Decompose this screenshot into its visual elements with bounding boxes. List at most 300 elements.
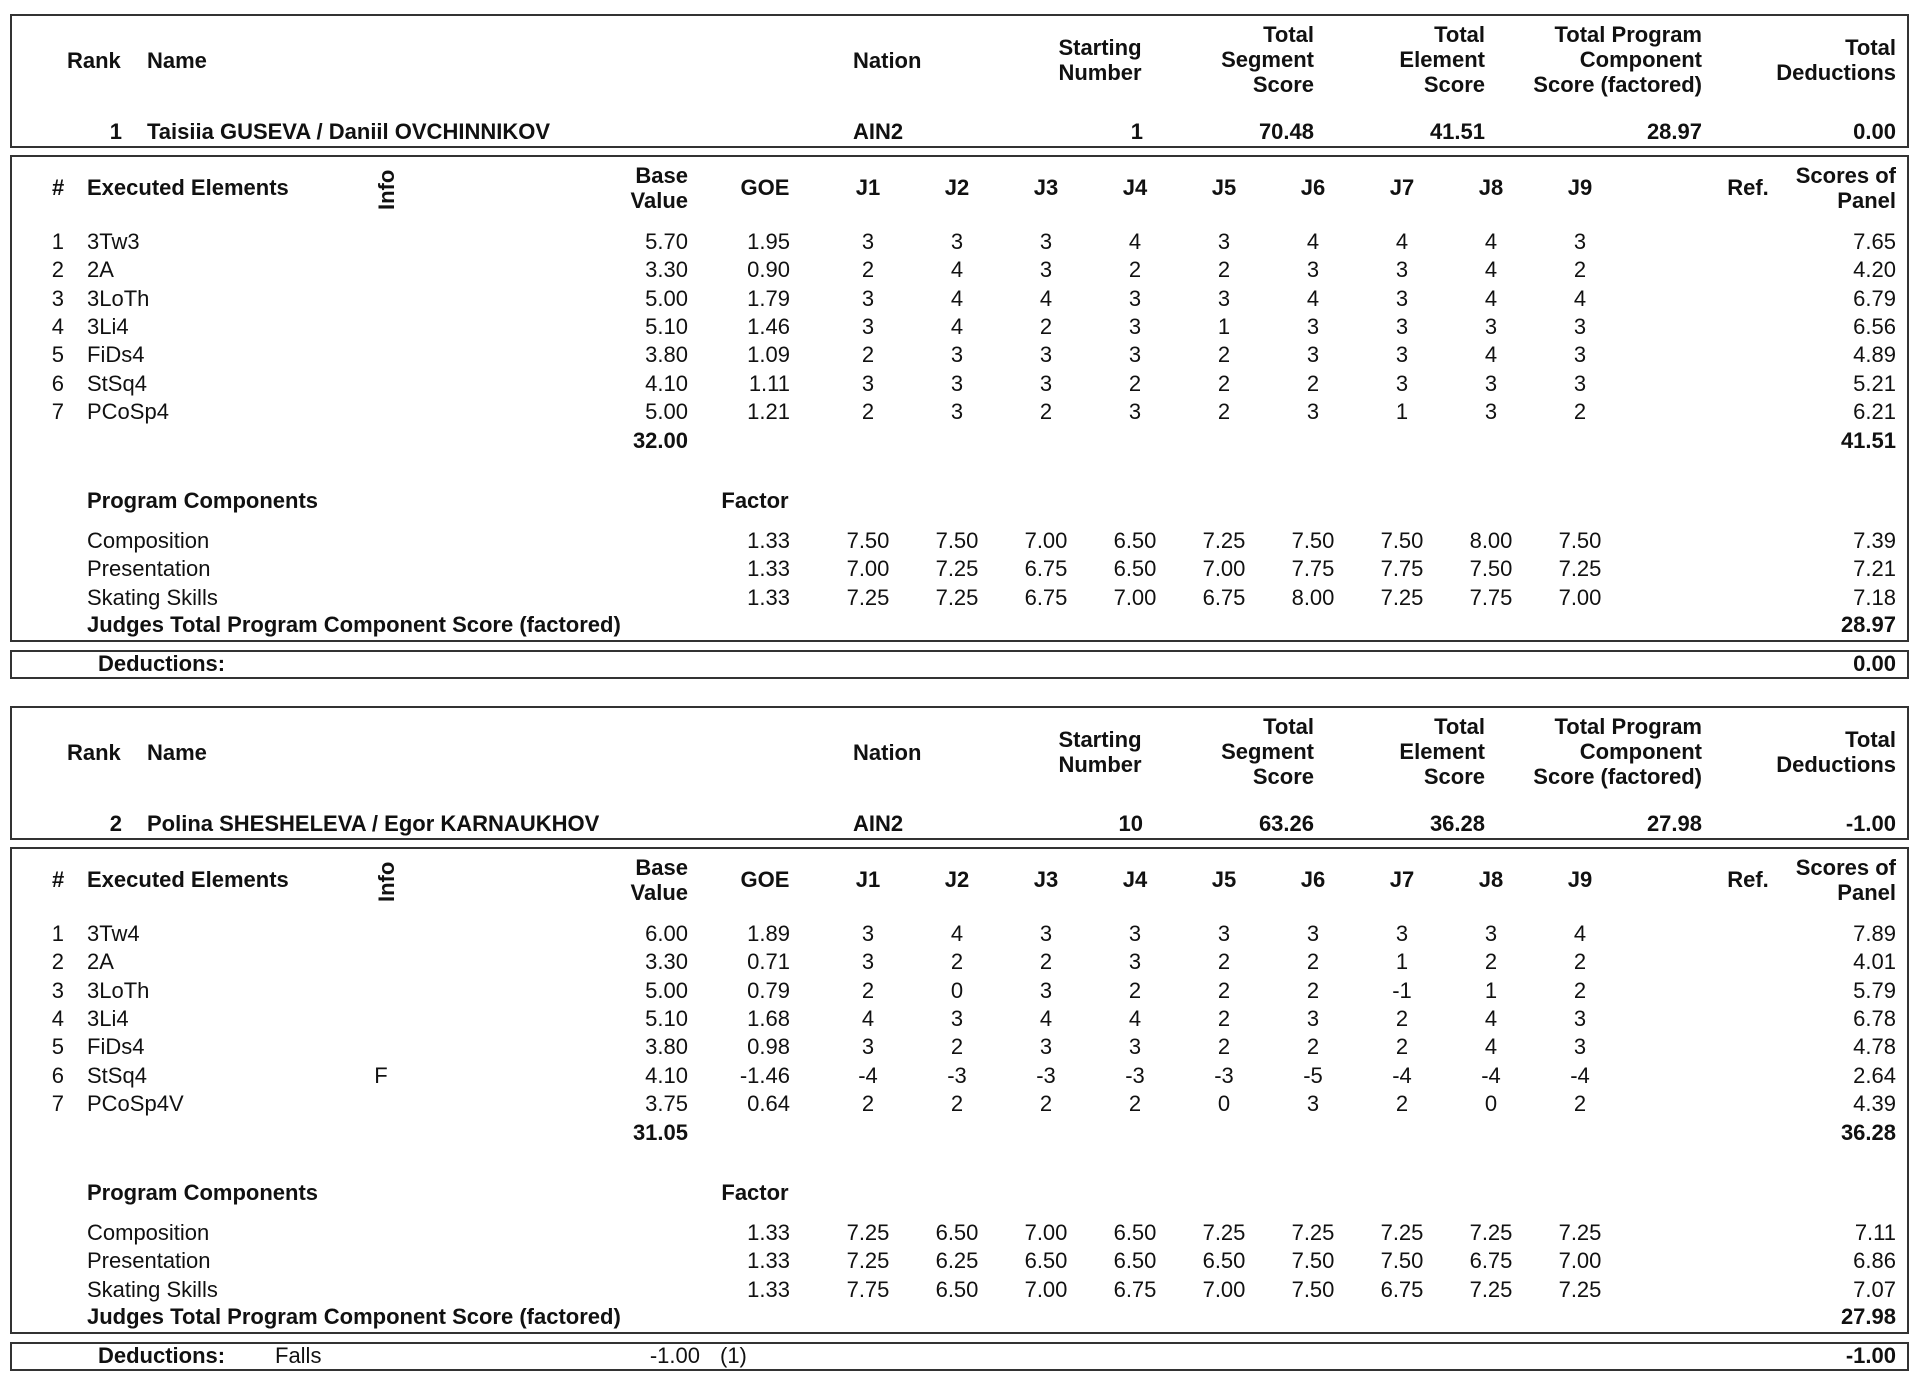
element-judge-j7: -1 (1392, 977, 1412, 1003)
element-number: 3 (51, 977, 64, 1003)
component-score: 7.18 (1853, 584, 1896, 610)
element-base-value: 4.10 (645, 370, 688, 396)
component-name: Presentation (87, 1248, 211, 1274)
component-judge-j1: 7.25 (846, 584, 890, 610)
info-header: Info (374, 861, 399, 902)
element-judge-j3: 4 (1039, 285, 1053, 311)
judge-header-j4: J4 (1122, 867, 1148, 892)
element-judge-j7: 2 (1395, 1090, 1409, 1116)
deductions-label: Deductions: (98, 651, 226, 676)
component-judge-j6: 7.50 (1291, 528, 1335, 553)
judge-header-j4: J4 (1122, 175, 1148, 200)
element-judge-j4: 3 (1128, 398, 1142, 424)
component-judge-j9: 7.25 (1558, 1276, 1602, 1302)
element-judge-j2: 2 (950, 1034, 964, 1060)
component-judge-j4: 6.50 (1113, 556, 1157, 582)
element-judge-j8: 4 (1484, 1005, 1498, 1031)
element-base-value: 3.80 (645, 342, 688, 368)
scores-of-panel-header: Scores of (1795, 855, 1896, 880)
scores-of-panel-header: Panel (1837, 880, 1896, 905)
element-goe: 0.90 (747, 257, 790, 283)
judge-header-j8: J8 (1478, 175, 1504, 200)
element-judge-j9: 2 (1573, 949, 1587, 975)
skater-rank: 2 (109, 811, 122, 836)
element-judge-j4: 2 (1128, 1090, 1142, 1116)
element-judge-j9: 3 (1573, 229, 1587, 254)
component-judge-j9: 7.25 (1558, 556, 1602, 582)
element-goe: 1.46 (747, 313, 790, 339)
judge-header-j3: J3 (1033, 867, 1059, 892)
element-judge-j1: -4 (858, 1062, 878, 1088)
element-number: 5 (51, 342, 64, 368)
component-judge-j5: 7.00 (1202, 556, 1246, 582)
element-judge-j7: 2 (1395, 1005, 1409, 1031)
component-judge-j1: 7.00 (846, 556, 890, 582)
scores-of-panel-header: Panel (1837, 188, 1896, 213)
element-score: 6.79 (1853, 285, 1896, 311)
element-judge-j5: 3 (1217, 229, 1231, 254)
judges-total-pcs-label: Judges Total Program Component Score (factored) (87, 612, 621, 637)
judge-header-j8: J8 (1478, 867, 1504, 892)
tes-header: Score (1423, 764, 1485, 789)
element-judge-j1: 3 (861, 921, 875, 946)
element-judge-j1: 2 (861, 977, 875, 1003)
component-judge-j9: 7.00 (1558, 584, 1602, 610)
element-judge-j4: 3 (1128, 342, 1142, 368)
element-judge-j1: 2 (861, 398, 875, 424)
base-value-total: 31.05 (632, 1120, 688, 1145)
component-judge-j9: 7.25 (1558, 1220, 1602, 1245)
element-name: 3LoTh (87, 977, 150, 1003)
element-score: 6.21 (1853, 398, 1896, 424)
element-judge-j7: 3 (1395, 313, 1409, 339)
skater-deductions: -1.00 (1845, 811, 1896, 836)
skater-tes: 41.51 (1429, 119, 1485, 144)
skater-tes: 36.28 (1429, 811, 1485, 836)
judge-header-j3: J3 (1033, 175, 1059, 200)
element-judge-j5: 2 (1217, 398, 1231, 424)
element-judge-j6: 3 (1306, 398, 1320, 424)
deductions-header: Deductions (1776, 60, 1896, 85)
element-judge-j6: 3 (1306, 1005, 1320, 1031)
component-judge-j1: 7.25 (846, 1248, 890, 1274)
elements-header: Executed Elements (87, 175, 289, 200)
judge-header-j5: J5 (1211, 175, 1237, 200)
component-judge-j7: 7.75 (1380, 556, 1424, 582)
element-judge-j2: 4 (950, 285, 964, 311)
skater-starting-number: 1 (1130, 119, 1143, 144)
element-judge-j4: 4 (1128, 1005, 1142, 1031)
starting-number-header: Number (1058, 752, 1142, 777)
element-judge-j4: 2 (1128, 370, 1142, 396)
component-factor: 1.33 (747, 1248, 790, 1274)
element-judge-j2: -3 (947, 1062, 967, 1088)
element-base-value: 5.00 (645, 285, 688, 311)
component-judge-j9: 7.00 (1558, 1248, 1602, 1274)
element-judge-j8: -4 (1481, 1062, 1501, 1088)
element-base-value: 5.10 (645, 313, 688, 339)
element-number: 2 (51, 257, 64, 283)
component-judge-j3: 7.00 (1024, 528, 1068, 553)
element-judge-j5: 2 (1217, 1034, 1231, 1060)
element-score: 6.56 (1853, 313, 1896, 339)
element-judge-j4: -3 (1125, 1062, 1145, 1088)
skater-rank: 1 (109, 119, 122, 144)
element-base-value: 4.10 (645, 1062, 688, 1088)
element-judge-j7: 1 (1395, 398, 1409, 424)
tes-header: Element (1399, 739, 1485, 764)
component-judge-j6: 8.00 (1291, 584, 1335, 610)
component-judge-j3: 7.00 (1024, 1220, 1068, 1245)
component-judge-j4: 6.50 (1113, 1248, 1157, 1274)
judge-header-j1: J1 (855, 175, 881, 200)
element-judge-j4: 3 (1128, 285, 1142, 311)
nation-header: Nation (853, 740, 922, 765)
pcs-header: Score (factored) (1533, 764, 1702, 789)
pcs-header: Total Program (1554, 714, 1702, 739)
element-goe: 1.09 (747, 342, 790, 368)
pcs-header: Score (factored) (1533, 72, 1702, 97)
element-score: 6.78 (1853, 1005, 1896, 1031)
element-judge-j1: 3 (861, 949, 875, 975)
element-judge-j6: 3 (1306, 342, 1320, 368)
deductions-header: Total (1845, 35, 1896, 60)
element-name: FiDs4 (87, 342, 145, 368)
element-name: FiDs4 (87, 1034, 145, 1060)
judge-header-j5: J5 (1211, 867, 1237, 892)
element-judge-j4: 3 (1128, 313, 1142, 339)
element-score: 5.79 (1853, 977, 1896, 1003)
element-score: 7.65 (1853, 229, 1896, 254)
element-judge-j1: 3 (861, 285, 875, 311)
component-judge-j5: 7.25 (1202, 1220, 1246, 1245)
starting-number-header: Starting (1058, 35, 1142, 60)
component-factor: 1.33 (747, 1220, 790, 1245)
factor-header: Factor (721, 488, 789, 513)
num-header: # (52, 867, 65, 892)
element-score: 5.21 (1853, 370, 1896, 396)
element-judge-j5: 2 (1217, 257, 1231, 283)
element-judge-j1: 2 (861, 342, 875, 368)
element-number: 4 (51, 313, 64, 339)
judge-header-j2: J2 (944, 867, 970, 892)
element-name: PCoSp4V (87, 1090, 184, 1116)
judge-header-j7: J7 (1389, 175, 1415, 200)
component-judge-j2: 6.25 (935, 1248, 979, 1274)
component-judge-j3: 6.75 (1024, 556, 1068, 582)
base-value-header: Value (630, 880, 688, 905)
element-judge-j8: 3 (1484, 313, 1498, 339)
element-judge-j4: 3 (1128, 949, 1142, 975)
element-judge-j9: 3 (1573, 370, 1587, 396)
judges-total-pcs-label: Judges Total Program Component Score (factored) (87, 1304, 621, 1329)
component-judge-j1: 7.25 (846, 1220, 890, 1245)
element-judge-j6: 4 (1306, 229, 1320, 254)
component-judge-j1: 7.50 (846, 528, 890, 553)
element-goe: 0.79 (747, 977, 790, 1003)
element-number: 4 (51, 1005, 64, 1031)
element-goe: 1.11 (748, 370, 790, 396)
factor-header: Factor (721, 1180, 789, 1205)
element-judge-j7: 3 (1395, 257, 1409, 283)
component-judge-j6: 7.50 (1291, 1276, 1335, 1302)
component-judge-j5: 7.00 (1202, 1276, 1246, 1302)
component-judge-j8: 8.00 (1469, 528, 1513, 553)
element-judge-j9: 3 (1573, 342, 1587, 368)
component-judge-j2: 7.50 (935, 528, 979, 553)
judge-header-j6: J6 (1300, 867, 1326, 892)
judge-header-j6: J6 (1300, 175, 1326, 200)
element-judge-j2: 3 (950, 1005, 964, 1031)
element-name: 3LoTh (87, 285, 150, 311)
element-score: 7.89 (1853, 921, 1896, 946)
element-judge-j9: 2 (1573, 257, 1587, 283)
name-header: Name (147, 740, 207, 765)
element-goe: 1.79 (747, 285, 790, 311)
element-judge-j2: 3 (950, 342, 964, 368)
skater-name: Taisiia GUSEVA / Daniil OVCHINNIKOV (147, 119, 551, 144)
component-factor: 1.33 (747, 528, 790, 553)
element-judge-j5: 2 (1217, 342, 1231, 368)
element-judge-j5: 0 (1217, 1090, 1231, 1116)
element-info: F (374, 1062, 388, 1088)
element-judge-j8: 0 (1484, 1090, 1498, 1116)
component-name: Composition (87, 1220, 210, 1245)
component-judge-j7: 7.25 (1380, 1220, 1424, 1245)
program-components-header: Program Components (87, 488, 319, 513)
component-name: Presentation (87, 556, 211, 582)
element-judge-j7: 3 (1395, 285, 1409, 311)
element-judge-j9: 4 (1573, 285, 1587, 311)
component-judge-j5: 6.75 (1202, 584, 1246, 610)
judge-header-j2: J2 (944, 175, 970, 200)
element-goe: 0.98 (747, 1034, 790, 1060)
component-judge-j9: 7.50 (1558, 528, 1602, 553)
element-judge-j8: 4 (1484, 229, 1498, 254)
tes-header: Total (1434, 22, 1485, 47)
component-judge-j4: 6.50 (1113, 528, 1157, 553)
element-base-value: 5.00 (645, 977, 688, 1003)
component-score: 7.39 (1853, 528, 1896, 553)
element-judge-j3: 3 (1039, 229, 1053, 254)
element-number: 3 (51, 285, 64, 311)
element-judge-j6: 3 (1306, 1090, 1320, 1116)
element-judge-j4: 4 (1128, 229, 1142, 254)
judge-header-j9: J9 (1567, 175, 1593, 200)
deductions-total: -1.00 (1845, 1343, 1896, 1368)
tss-header: Segment (1221, 47, 1314, 72)
element-judge-j6: 2 (1306, 370, 1320, 396)
starting-number-header: Number (1058, 60, 1142, 85)
element-name: StSq4 (87, 1062, 147, 1088)
element-judge-j7: -4 (1392, 1062, 1412, 1088)
element-score: 4.78 (1853, 1034, 1896, 1060)
element-goe: 1.68 (747, 1005, 790, 1031)
element-number: 6 (51, 1062, 64, 1088)
element-judge-j4: 3 (1128, 921, 1142, 946)
element-base-value: 3.30 (645, 257, 688, 283)
element-judge-j3: 3 (1039, 342, 1053, 368)
element-name: StSq4 (87, 370, 147, 396)
element-judge-j8: 4 (1484, 342, 1498, 368)
component-score: 7.07 (1853, 1276, 1896, 1302)
element-judge-j9: 2 (1573, 1090, 1587, 1116)
name-header: Name (147, 48, 207, 73)
base-value-header: Value (630, 188, 688, 213)
component-judge-j1: 7.75 (846, 1276, 890, 1302)
element-judge-j5: 3 (1217, 285, 1231, 311)
element-score-total: 36.28 (1840, 1120, 1896, 1145)
element-judge-j2: 3 (950, 398, 964, 424)
element-judge-j4: 2 (1128, 977, 1142, 1003)
component-factor: 1.33 (747, 556, 790, 582)
element-name: 3Li4 (87, 1005, 129, 1031)
ref-header: Ref. (1727, 175, 1769, 200)
base-value-total: 32.00 (632, 428, 688, 453)
tes-header: Total (1434, 714, 1485, 739)
skater-starting-number: 10 (1118, 811, 1143, 836)
element-judge-j5: 1 (1217, 313, 1231, 339)
element-judge-j3: 3 (1039, 977, 1053, 1003)
element-judge-j5: 3 (1217, 921, 1231, 946)
program-components-header: Program Components (87, 1180, 319, 1205)
element-goe: -1.46 (739, 1062, 790, 1088)
deduction-count: (1) (720, 1343, 747, 1368)
info-header: Info (374, 169, 399, 210)
ref-header: Ref. (1727, 867, 1769, 892)
element-judge-j9: 3 (1573, 313, 1587, 339)
element-judge-j7: 3 (1395, 921, 1409, 946)
component-judge-j8: 7.25 (1469, 1276, 1513, 1302)
component-judge-j8: 7.50 (1469, 556, 1513, 582)
component-score: 7.21 (1853, 556, 1896, 582)
element-judge-j3: 2 (1039, 398, 1053, 424)
element-judge-j9: 3 (1573, 1005, 1587, 1031)
element-judge-j4: 3 (1128, 1034, 1142, 1060)
element-judge-j6: 4 (1306, 285, 1320, 311)
element-judge-j1: 3 (861, 1034, 875, 1060)
component-judge-j8: 6.75 (1469, 1248, 1513, 1274)
element-number: 5 (51, 1034, 64, 1060)
component-judge-j7: 6.75 (1380, 1276, 1424, 1302)
deductions-label: Deductions: (98, 1343, 226, 1368)
element-judge-j1: 3 (861, 313, 875, 339)
element-judge-j1: 2 (861, 257, 875, 283)
element-name: 3Tw4 (87, 921, 140, 946)
element-judge-j8: 4 (1484, 257, 1498, 283)
elements-header: Executed Elements (87, 867, 289, 892)
skater-nation: AIN2 (853, 811, 904, 836)
element-judge-j8: 2 (1484, 949, 1498, 975)
element-score: 2.64 (1853, 1062, 1896, 1088)
element-name: 3Li4 (87, 313, 129, 339)
element-judge-j7: 3 (1395, 370, 1409, 396)
element-judge-j6: 3 (1306, 257, 1320, 283)
element-score: 4.89 (1853, 342, 1896, 368)
deductions-total: 0.00 (1853, 651, 1896, 676)
element-judge-j8: 3 (1484, 921, 1498, 946)
element-score: 4.01 (1853, 949, 1896, 975)
element-judge-j3: 2 (1039, 1090, 1053, 1116)
element-judge-j9: 3 (1573, 1034, 1587, 1060)
skater-tss: 70.48 (1258, 119, 1314, 144)
element-judge-j4: 2 (1128, 257, 1142, 283)
component-judge-j7: 7.50 (1380, 528, 1424, 553)
judge-header-j1: J1 (855, 867, 881, 892)
nation-header: Nation (853, 48, 922, 73)
component-judge-j8: 7.25 (1469, 1220, 1513, 1245)
tss-header: Score (1252, 764, 1314, 789)
judges-total-pcs-value: 27.98 (1840, 1304, 1896, 1329)
component-factor: 1.33 (747, 1276, 790, 1302)
element-number: 7 (51, 1090, 64, 1116)
element-judge-j5: 2 (1217, 949, 1231, 975)
pcs-header: Total Program (1554, 22, 1702, 47)
deduction-value: -1.00 (649, 1343, 700, 1368)
pcs-header: Component (1579, 47, 1702, 72)
pcs-header: Component (1579, 739, 1702, 764)
element-judge-j9: 2 (1573, 398, 1587, 424)
component-judge-j2: 6.50 (935, 1276, 979, 1302)
component-judge-j2: 7.25 (935, 584, 979, 610)
component-judge-j7: 7.50 (1380, 1248, 1424, 1274)
element-judge-j9: 4 (1573, 921, 1587, 946)
component-judge-j3: 7.00 (1024, 1276, 1068, 1302)
goe-header: GOE (740, 175, 790, 200)
skater-nation: AIN2 (853, 119, 904, 144)
scores-of-panel-header: Scores of (1795, 163, 1896, 188)
element-judge-j6: 2 (1306, 1034, 1320, 1060)
judges-total-pcs-value: 28.97 (1840, 612, 1896, 637)
element-judge-j1: 4 (861, 1005, 875, 1031)
component-judge-j3: 6.50 (1024, 1248, 1068, 1274)
element-base-value: 6.00 (645, 921, 688, 946)
element-judge-j6: 2 (1306, 949, 1320, 975)
skater-pcs: 27.98 (1646, 811, 1702, 836)
element-judge-j2: 4 (950, 257, 964, 283)
tes-header: Element (1399, 47, 1485, 72)
element-judge-j3: -3 (1036, 1062, 1056, 1088)
component-score: 7.11 (1854, 1220, 1896, 1245)
component-name: Composition (87, 528, 210, 553)
starting-number-header: Starting (1058, 727, 1142, 752)
element-judge-j5: 2 (1217, 370, 1231, 396)
rank-header: Rank (67, 48, 121, 73)
element-number: 1 (51, 229, 64, 254)
element-number: 6 (51, 370, 64, 396)
element-judge-j3: 2 (1039, 313, 1053, 339)
element-judge-j3: 2 (1039, 949, 1053, 975)
element-judge-j5: -3 (1214, 1062, 1234, 1088)
rank-header: Rank (67, 740, 121, 765)
tss-header: Score (1252, 72, 1314, 97)
element-score: 4.39 (1853, 1090, 1896, 1116)
element-goe: 0.64 (747, 1090, 790, 1116)
deductions-header: Deductions (1776, 752, 1896, 777)
element-judge-j6: 2 (1306, 977, 1320, 1003)
element-judge-j8: 4 (1484, 285, 1498, 311)
component-name: Skating Skills (87, 1276, 218, 1302)
element-name: 2A (87, 949, 114, 975)
deduction-type: Falls (275, 1343, 322, 1368)
element-judge-j2: 4 (950, 921, 964, 946)
component-judge-j2: 7.25 (935, 556, 979, 582)
element-name: PCoSp4 (87, 398, 169, 424)
goe-header: GOE (740, 867, 790, 892)
component-judge-j6: 7.75 (1291, 556, 1335, 582)
component-judge-j5: 6.50 (1202, 1248, 1246, 1274)
element-judge-j2: 0 (950, 977, 964, 1003)
